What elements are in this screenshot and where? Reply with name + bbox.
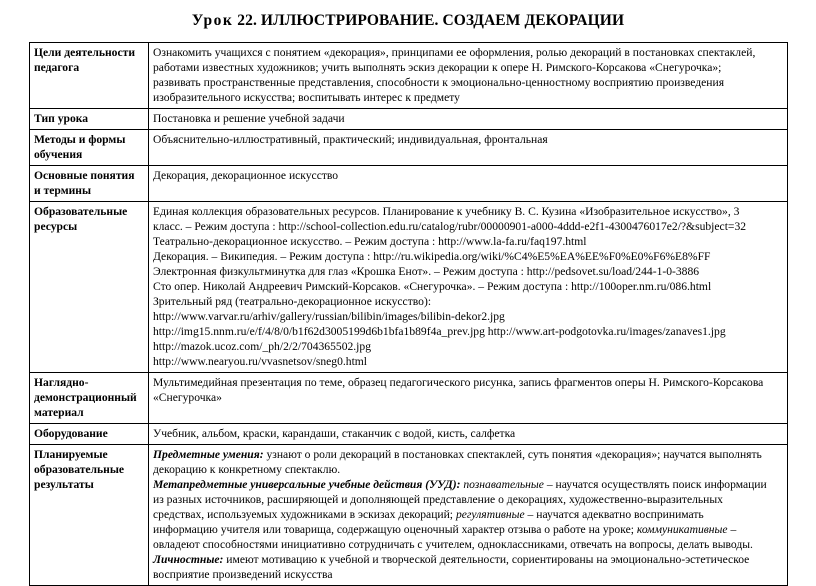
meta-text: – научатся адекватно воспринимать [524, 508, 704, 521]
meta-text: – научатся осуществлять поиск информации [543, 478, 767, 491]
row-value-methods: Объяснительно-иллюстративный, практический; индивидуальная, фронтальная [149, 130, 788, 166]
text-line: http://www.nearyou.ru/vvasnetsov/sneg0.html [153, 355, 368, 368]
text-line: Декорация. – Википедия. – Режим доступа : http://ru.wikipedia.org/wiki/%C4%E5%EA%EE%F0%E0%F6%E8%FF [153, 250, 711, 263]
text-line: Театрально-декорационное искусство. – Режим доступа : http://www.la-fa.ru/faq197.html [153, 235, 587, 248]
text-line: «Снегурочка» [153, 391, 222, 404]
row-value-resources [149, 202, 788, 373]
communicative-label: коммуникативные [636, 523, 728, 536]
row-label-resources: Образовательные ресурсы [30, 202, 149, 373]
text-line: работами известных художников; учить выполнять эскиз декорации к опере Н. Римского-Корсакова «Снегурочка»; [153, 61, 722, 74]
text-line: овладеют способностями инициативно сотрудничать с учителем, одноклассниками, отвечать на вопросы, делать выводы. [153, 538, 753, 551]
table-row-equipment [30, 424, 788, 445]
text-line [153, 522, 783, 537]
text-line: http://www.varvar.ru/arhiv/gallery/russian/bilibin/images/bilibin-dekor2.jpg [153, 310, 505, 323]
row-label-goals: Цели деятельности педагога [30, 43, 149, 109]
row-value-goals [149, 43, 788, 109]
text-line: развивать пространственные представления, способности к эмоционально-ценностному восприятию произведения [153, 76, 725, 89]
text-line: из разных источников, расширяющей и дополняющей представление о декорациях, художественно-выразительных [153, 493, 723, 506]
lesson-title-lead: Урок [191, 12, 234, 29]
row-value-type: Постановка и решение учебной задачи [149, 109, 788, 130]
table-row-visual [30, 373, 788, 424]
text-line: Электронная физкультминутка для глаз «Крошка Енот». – Режим доступа : http://pedsovet.su/load/244-1-0-3886 [153, 265, 700, 278]
lesson-plan-table [29, 42, 788, 586]
text-line: http://mazok.ucoz.com/_ph/2/2/704365502.jpg [153, 340, 371, 353]
personal-text: имеют мотивацию к учебной и творческой деятельности, сориентированы на эмоционально-эстетическое [223, 553, 750, 566]
row-label-equipment: Оборудование [30, 424, 149, 445]
text-line: декорацию к конкретному спектаклю. [153, 463, 341, 476]
meta-text: средствах, используемых художниками в эскизах декораций; [153, 508, 454, 521]
text-line: Зрительный ряд (театрально-декорационное искусство): [153, 295, 432, 308]
row-value-results [149, 445, 788, 586]
regulatory-label: регулятивные [455, 508, 525, 521]
row-label-terms: Основные понятия и термины [30, 166, 149, 202]
meta-text: – [727, 523, 737, 536]
table-row-terms [30, 166, 788, 202]
row-value-visual [149, 373, 788, 424]
table-row-type [30, 109, 788, 130]
cognitive-label: познавательные [463, 478, 544, 491]
personal-label: Личностные: [153, 553, 224, 566]
text-line [153, 477, 783, 492]
row-label-results: Планируемые образовательные результаты [30, 445, 149, 586]
text-line: Мультимедийная презентация по теме, образец педагогического рисунка, запись фрагментов оперы Н. Римского-Корсакова [153, 376, 764, 389]
table-row-resources [30, 202, 788, 373]
subject-skills-text: узнают о роли декораций в постановках спектаклей, суть понятия «декорация»; научатся выполнять [263, 448, 762, 461]
row-value-terms: Декорация, декорационное искусство [149, 166, 788, 202]
row-label-methods: Методы и формы обучения [30, 130, 149, 166]
text-line: Единая коллекция образовательных ресурсов. Планирование к учебнику В. С. Кузина «Изобразительное искусство», 3 [153, 205, 740, 218]
text-line: http://img15.nnm.ru/e/f/4/8/0/b1f62d3005199d6b1bfa1b89f4a_prev.jpg http://www.art-podgotovka.ru/images/zanaves1.jpg [153, 325, 726, 338]
table-row-goals [30, 43, 788, 109]
text-line [153, 447, 783, 462]
table-row-methods [30, 130, 788, 166]
text-line: изобразительного искусства; воспитывать интерес к предмету [153, 91, 460, 104]
lesson-title [0, 12, 816, 30]
table-row-results [30, 445, 788, 586]
meta-skills-label: Метапредметные универсальные учебные действия (УУД): [153, 478, 461, 491]
row-value-equipment: Учебник, альбом, краски, карандаши, стаканчик с водой, кисть, салфетка [149, 424, 788, 445]
lesson-title-rest: 22. ИЛЛЮСТРИРОВАНИЕ. СОЗДАЕМ ДЕКОРАЦИИ [233, 12, 625, 29]
text-line: Ознакомить учащихся с понятием «декорация», принципами ее оформления, ролью декораций в постановках спектаклей, [153, 46, 756, 59]
meta-text: информацию учителя или товарища, содержащую оценочный характер отзыва о работе на уроке; [153, 523, 634, 536]
row-label-visual: Наглядно-демонстрационный материал [30, 373, 149, 424]
text-line [153, 552, 783, 567]
text-line [153, 507, 783, 522]
subject-skills-label: Предметные умения: [153, 448, 264, 461]
row-label-type: Тип урока [30, 109, 149, 130]
text-line: класс. – Режим доступа : http://school-collection.edu.ru/catalog/rubr/00000901-a000-4ddd-e2f1-4300476017e2/?&subject=32 [153, 220, 747, 233]
text-line: Сто опер. Николай Андреевич Римский-Корсаков. «Снегурочка». – Режим доступа : http://100oper.nm.ru/086.html [153, 280, 712, 293]
text-line: восприятие произведений искусства [153, 568, 333, 581]
